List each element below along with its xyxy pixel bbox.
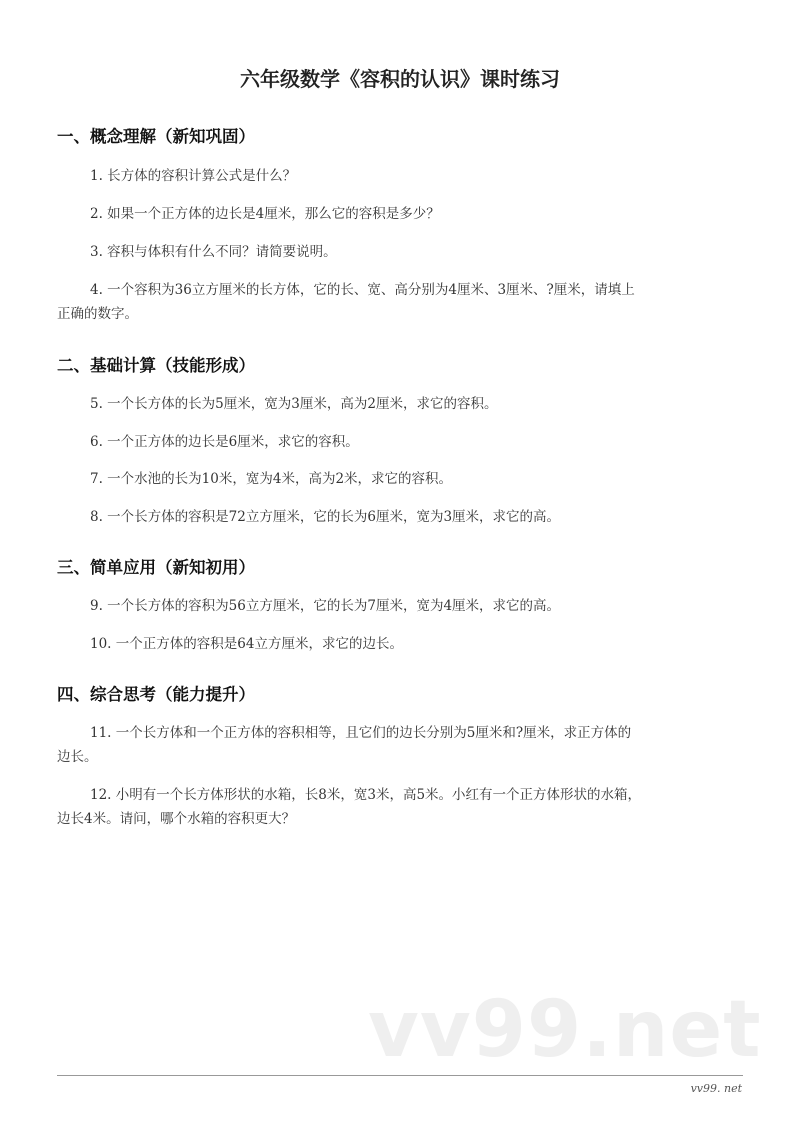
question-6: 6. 一个正方体的边长是6厘米，求它的容积。 [90, 434, 359, 450]
page-title: 六年级数学《容积的认识》课时练习 [240, 67, 560, 91]
question-9: 9. 一个长方体的容积为56立方厘米，它的长为7厘米，宽为4厘米，求它的高。 [90, 598, 561, 614]
question-3: 3. 容积与体积有什么不同？请简要说明。 [90, 244, 337, 260]
question-12: 12. 小明有一个长方体形状的水箱，长8米，宽3米，高5米。小红有一个正方体形状的水箱， [90, 787, 642, 803]
question-1: 1. 长方体的容积计算公式是什么？ [90, 168, 297, 184]
section-heading-2: 二、基础计算（技能形成） [57, 356, 255, 375]
question-11: 11. 一个长方体和一个正方体的容积相等，且它们的边长分别为5厘米和?厘米，求正方体的 [90, 725, 632, 741]
question-8: 8. 一个长方体的容积是72立方厘米，它的长为6厘米，宽为3厘米，求它的高。 [90, 509, 561, 525]
question-5: 5. 一个长方体的长为5厘米，宽为3厘米，高为2厘米，求它的容积。 [90, 396, 498, 412]
question-2: 2. 如果一个正方体的边长是4厘米，那么它的容积是多少？ [90, 206, 440, 222]
footer-divider [57, 1075, 743, 1076]
question-11-cont: 边长。 [57, 749, 98, 765]
footer-site: vv99. net [690, 1082, 742, 1095]
section-heading-3: 三、简单应用（新知初用） [57, 558, 255, 577]
question-4-cont: 正确的数字。 [57, 306, 138, 322]
question-12-cont: 边长4米。请问，哪个水箱的容积更大？ [57, 811, 296, 827]
section-heading-1: 一、概念理解（新知巩固） [57, 127, 255, 146]
question-10: 10. 一个正方体的容积是64立方厘米，求它的边长。 [90, 636, 403, 652]
question-7: 7. 一个水池的长为10米，宽为4米，高为2米，求它的容积。 [90, 471, 453, 487]
question-4: 4. 一个容积为36立方厘米的长方体，它的长、宽、高分别为4厘米、3厘米、?厘米，请填上 [90, 282, 635, 298]
section-heading-4: 四、综合思考（能力提升） [57, 685, 255, 704]
watermark: vv99.net [368, 985, 762, 1075]
